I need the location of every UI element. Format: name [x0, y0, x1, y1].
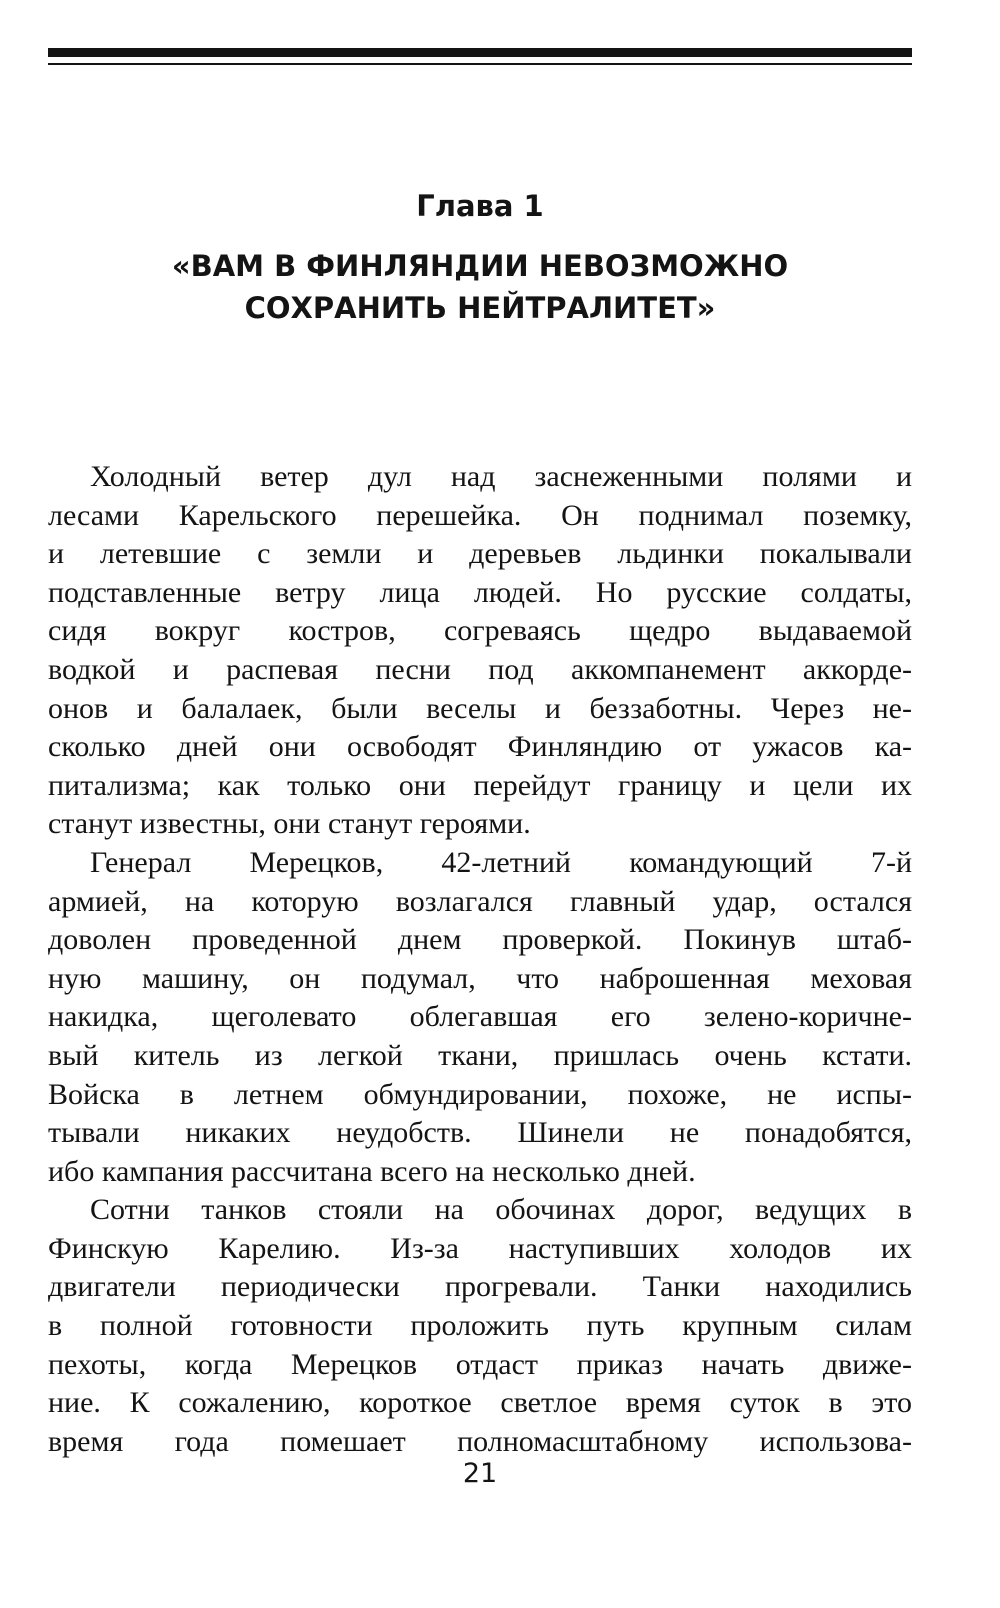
- text-line: ибо кампания рассчитана всего на несколько дней.: [48, 1154, 696, 1188]
- text-line: станут известны, они станут героями.: [48, 807, 531, 841]
- text-line: Войска в летнем обмундировании, похоже, не испы-: [48, 1077, 912, 1111]
- text-line: питализма; как только они перейдут границу и цели их: [48, 768, 912, 802]
- text-line: накидка, щеголевато облегавшая его зелено-коричне-: [48, 1000, 912, 1034]
- paragraph: [48, 1191, 912, 1461]
- chapter-title-line: СОХРАНИТЬ НЕЙТРАЛИТЕТ»: [244, 291, 716, 325]
- text-line: сидя вокруг костров, согреваясь щедро выдаваемой: [48, 614, 912, 648]
- chapter-title: [0, 245, 960, 329]
- body-text: [48, 458, 912, 1461]
- text-line: Сотни танков стояли на обочинах дорог, ведущих в: [90, 1193, 912, 1227]
- text-line: доволен проведенной днем проверкой. Покинув штаб-: [48, 923, 912, 957]
- text-line: ную машину, он подумал, что наброшенная меховая: [48, 961, 912, 995]
- text-line: Генерал Мерецков, 42-летний командующий 7-й: [90, 845, 912, 879]
- chapter-label: Глава 1: [416, 189, 544, 223]
- paragraph: [48, 844, 912, 1191]
- chapter-title-line: «ВАМ В ФИНЛЯНДИИ НЕВОЗМОЖНО: [171, 249, 789, 283]
- text-line: в полной готовности проложить путь крупным силам: [48, 1309, 912, 1343]
- text-line: время года помешает полномасштабному использова-: [48, 1424, 912, 1458]
- text-line: и летевшие с земли и деревьев льдинки покалывали: [48, 537, 912, 571]
- text-line: Холодный ветер дул над заснеженными полями и: [90, 460, 912, 493]
- text-line: армией, на которую возлагался главный удар, остался: [48, 884, 912, 918]
- text-line: двигатели периодически прогревали. Танки находились: [48, 1270, 912, 1304]
- text-line: пехоты, когда Мерецков отдаст приказ начать движе-: [48, 1347, 912, 1381]
- text-line: вый китель из легкой ткани, пришлась очень кстати.: [48, 1038, 912, 1072]
- text-line: лесами Карельского перешейка. Он поднимал поземку,: [48, 498, 912, 532]
- paragraph: [48, 458, 912, 844]
- text-line: сколько дней они освободят Финляндию от ужасов ка-: [48, 730, 912, 764]
- page-number: 21: [462, 1458, 498, 1489]
- text-line: тывали никаких неудобств. Шинели не понадобятся,: [48, 1116, 912, 1150]
- text-line: подставленные ветру лица людей. Но русские солдаты,: [48, 575, 912, 609]
- text-line: Финскую Карелию. Из-за наступивших холодов их: [48, 1231, 912, 1265]
- header-rule-thick: [48, 48, 912, 57]
- text-line: водкой и распевая песни под аккомпанемент аккорде-: [48, 652, 912, 686]
- text-line: онов и балалаек, были веселы и беззаботны. Через не-: [48, 691, 912, 725]
- header-rule-thin: [48, 63, 912, 65]
- text-line: ние. К сожалению, короткое светлое время суток в это: [48, 1386, 912, 1420]
